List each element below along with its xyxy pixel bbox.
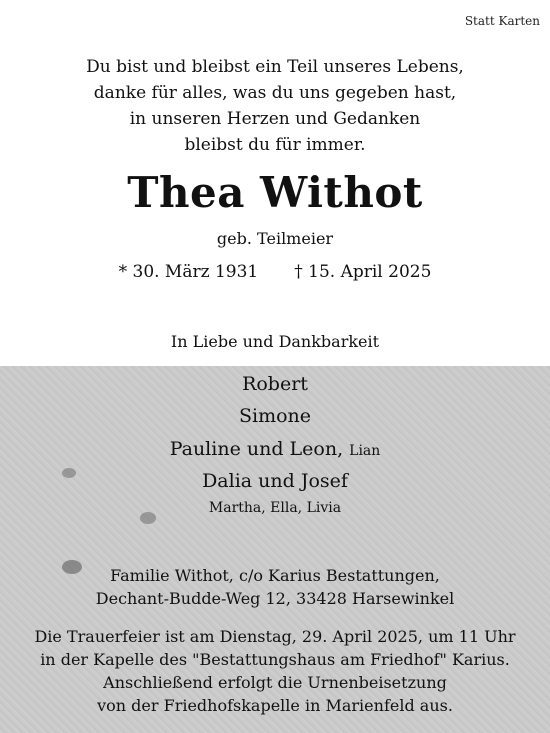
address-line: Familie Withot, c/o Karius Bestattungen, xyxy=(110,566,440,585)
ceremony-info xyxy=(0,625,550,717)
ceremony-line: Anschließend erfolgt die Urnenbeisetzung xyxy=(103,673,447,692)
dedication: In Liebe und Dankbarkeit xyxy=(170,332,380,351)
address-line: Dechant-Budde-Weg 12, 33428 Harsewinkel xyxy=(95,589,455,608)
family-member-small: Lian xyxy=(349,443,381,459)
grandchildren: Martha, Ella, Livia xyxy=(208,500,342,516)
poem-line: bleibst du für immer. xyxy=(184,135,366,155)
ceremony-line: von der Friedhofskapelle in Marienfeld aus. xyxy=(97,696,453,715)
contact-address xyxy=(0,564,550,610)
life-dates xyxy=(0,262,550,282)
family-member: Simone xyxy=(238,405,312,427)
poem-line: danke für alles, was du uns gegeben hast, xyxy=(93,83,457,103)
poem-line: in unseren Herzen und Gedanken xyxy=(129,109,421,129)
family-member: Robert xyxy=(242,373,308,395)
corner-note: Statt Karten xyxy=(464,14,540,28)
birth-date: * 30. März 1931 xyxy=(118,262,259,282)
family-member-main: Pauline und Leon, xyxy=(169,438,344,460)
born-name: geb. Teilmeier xyxy=(216,229,334,248)
deceased-name: Thea Withot xyxy=(127,168,423,217)
ceremony-line: in der Kapelle des "Bestattungshaus am Friedhof" Karius. xyxy=(40,650,510,669)
ceremony-line: Die Trauerfeier ist am Dienstag, 29. April 2025, um 11 Uhr xyxy=(34,627,516,646)
family-member xyxy=(0,435,550,465)
family-member: Dalia und Josef xyxy=(202,470,348,492)
poem-line: Du bist und bleibst ein Teil unseres Lebens, xyxy=(86,57,464,77)
poem xyxy=(0,54,550,158)
death-date: † 15. April 2025 xyxy=(294,262,432,282)
